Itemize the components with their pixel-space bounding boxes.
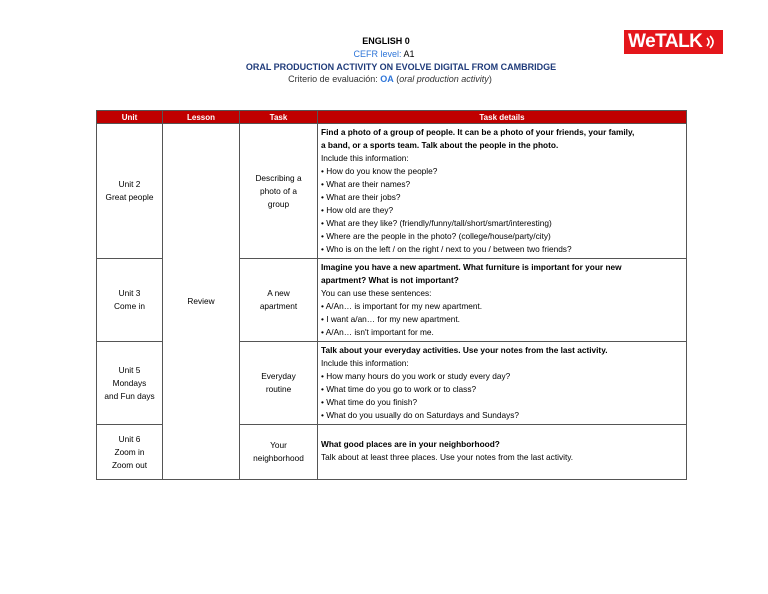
unit-cell	[97, 342, 163, 425]
task-cell	[240, 342, 318, 425]
cefr-label: CEFR level:	[353, 49, 402, 59]
task-line: apartment	[259, 301, 298, 311]
details-line: Include this information:	[321, 153, 409, 163]
task-line: photo of a	[260, 185, 297, 196]
details-line: • Where are the people in the photo? (college/house/party/city)	[321, 231, 551, 241]
col-header-task-details: Task details	[318, 111, 687, 124]
details-line: • Who is on the left / on the right / next to you / between two friends?	[321, 244, 572, 254]
task-line: Everyday	[261, 371, 296, 381]
details-line: • A/An… isn't important for me.	[321, 327, 434, 337]
details-line: Talk about at least three places. Use your notes from the last activity.	[321, 452, 574, 462]
details-line: Include this information:	[321, 358, 409, 368]
criterio-code: OA	[380, 74, 394, 84]
details-line: • A/An… is important for my new apartment.	[321, 301, 483, 311]
criterio-label: Criterio de evaluación:	[288, 74, 378, 84]
details-line: • How many hours do you work or study every day?	[321, 371, 511, 381]
criterio-open: (	[396, 74, 400, 84]
task-line: group	[267, 198, 290, 209]
details-bold-line: a band, or a sports team. Talk about the people in the photo.	[321, 140, 559, 150]
logo-text: WeTALK	[628, 31, 703, 52]
task-details-cell	[318, 124, 687, 259]
details-bold-line: Find a photo of a group of people. It can be a photo of your friends, your family,	[321, 127, 635, 137]
unit-line: Unit 5	[118, 364, 141, 375]
details-bold-line: Talk about your everyday activities. Use your notes from the last activity.	[321, 345, 608, 355]
col-header-task: Task	[240, 111, 318, 124]
unit-line: Great people	[105, 192, 154, 202]
criterio-line	[6, 74, 768, 85]
speech-wave-icon	[705, 35, 717, 49]
task-line: A new	[267, 288, 290, 298]
unit-line: and Fun days	[104, 390, 155, 401]
task-line: routine	[265, 384, 292, 394]
details-line: • How old are they?	[321, 205, 394, 215]
task-line: Your	[270, 440, 287, 450]
details-bold-line: apartment? What is not important?	[321, 275, 459, 285]
cefr-value: A1	[403, 49, 415, 59]
task-cell	[240, 425, 318, 480]
unit-line: Unit 3	[118, 288, 141, 298]
table-row	[97, 124, 687, 259]
task-cell	[240, 259, 318, 342]
details-line: • What time do you go to work or to class?	[321, 384, 477, 394]
doc-subtitle: ORAL PRODUCTION ACTIVITY ON EVOLVE DIGITAL FROM CAMBRIDGE	[245, 62, 557, 72]
details-bold-line: What good places are in your neighborhood?	[321, 439, 500, 449]
details-line: • What are their names?	[321, 179, 411, 189]
details-bold-line: Imagine you have a new apartment. What furniture is important for your new	[321, 262, 622, 272]
lesson-cell: Review	[163, 124, 240, 480]
criterio-close: )	[488, 74, 492, 84]
unit-line: Zoom in	[114, 446, 145, 457]
criterio-desc: oral production activity	[399, 74, 489, 84]
wetalk-logo	[624, 30, 723, 54]
details-line: • What do you usually do on Saturdays and Sundays?	[321, 410, 520, 420]
task-details-cell	[318, 259, 687, 342]
unit-cell	[97, 124, 163, 259]
details-line: You can use these sentences:	[321, 288, 432, 298]
details-line: • What time do you finish?	[321, 397, 418, 407]
task-line: neighborhood	[253, 453, 304, 463]
task-cell	[240, 124, 318, 259]
oral-production-table	[96, 110, 687, 480]
unit-cell	[97, 425, 163, 480]
unit-line: Mondays	[112, 377, 147, 388]
unit-line: Unit 2	[118, 179, 141, 189]
task-details-cell	[318, 425, 687, 480]
details-line: • What are they like? (friendly/funny/tall/short/smart/interesting)	[321, 218, 552, 228]
col-header-unit: Unit	[97, 111, 163, 124]
details-line: • What are their jobs?	[321, 192, 401, 202]
task-line: Describing a	[255, 172, 302, 183]
doc-title: ENGLISH 0	[362, 36, 410, 46]
unit-line: Come in	[114, 301, 145, 311]
unit-cell	[97, 259, 163, 342]
unit-line: Zoom out	[111, 459, 148, 470]
col-header-lesson: Lesson	[163, 111, 240, 124]
details-line: • How do you know the people?	[321, 166, 438, 176]
unit-line: Unit 6	[118, 433, 141, 444]
task-details-cell	[318, 342, 687, 425]
details-line: • I want a/an… for my new apartment.	[321, 314, 460, 324]
table-header-row	[97, 111, 687, 124]
